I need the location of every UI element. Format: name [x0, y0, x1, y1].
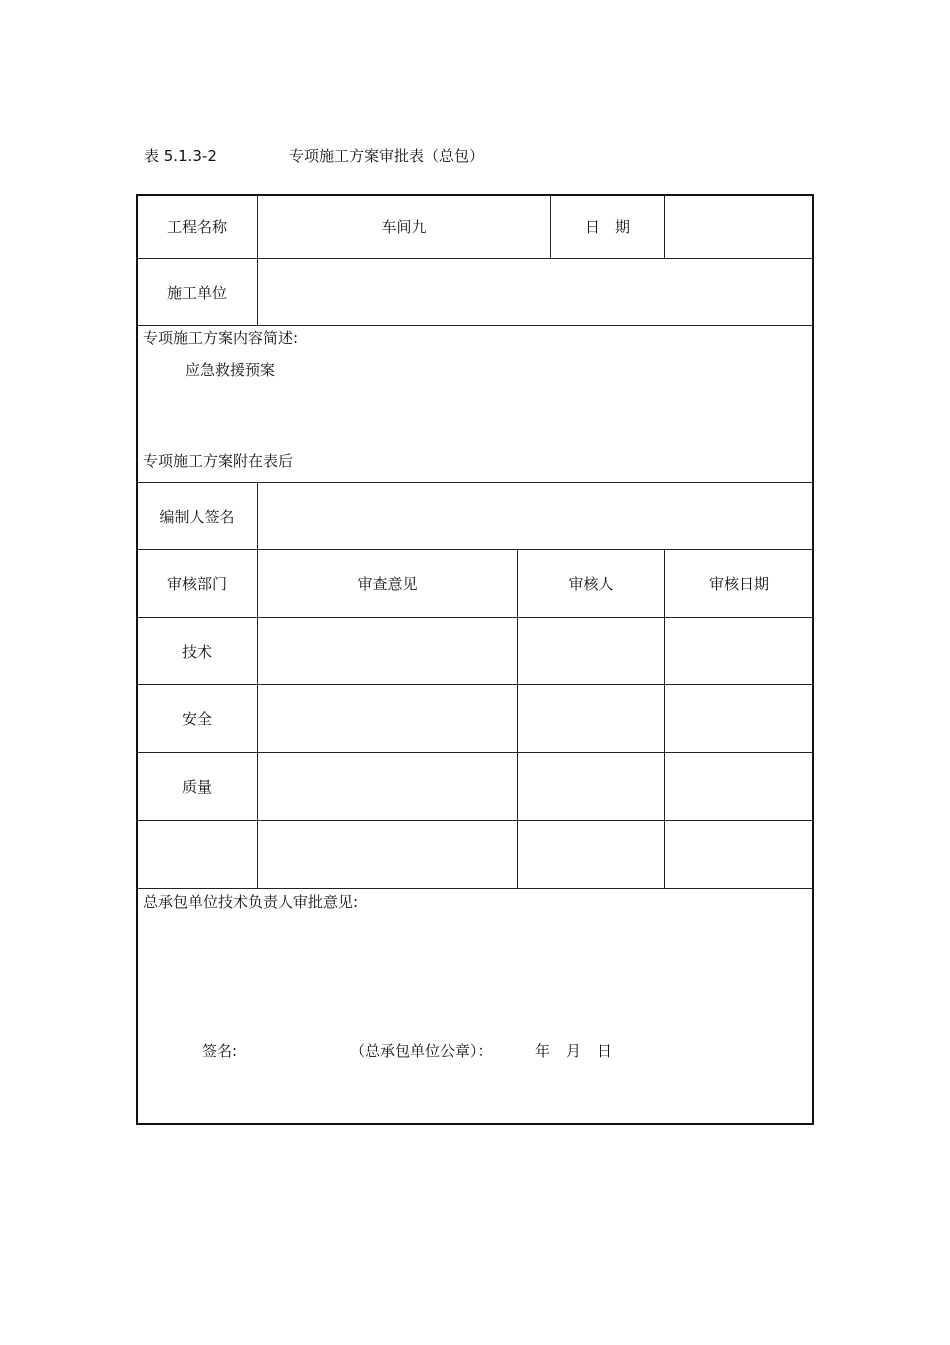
compiler-signature-label: 编制人签名	[159, 507, 235, 526]
review-header-date: 审核日期	[708, 575, 769, 593]
construction-unit-label: 施工单位	[166, 283, 227, 302]
review-row-department: 安全	[181, 710, 212, 728]
table-number: 表 5.1.3-2	[144, 147, 217, 165]
review-row-department: 质量	[181, 778, 212, 796]
approval-day-label: 日	[597, 1042, 613, 1060]
review-row-department[interactable]	[137, 821, 257, 888]
review-header-reviewer: 审核人	[568, 575, 614, 593]
approval-year-label: 年	[535, 1042, 551, 1060]
date-label: 日 期	[584, 218, 630, 236]
review-row-opinion[interactable]	[258, 821, 517, 888]
review-row-date[interactable]	[665, 821, 813, 888]
row-divider	[137, 325, 813, 326]
company-seal-label: （总承包单位公章）：	[350, 1042, 493, 1060]
review-row-reviewer[interactable]	[518, 618, 664, 684]
review-row-reviewer[interactable]	[518, 753, 664, 820]
review-row-date[interactable]	[665, 685, 813, 752]
signature-label: 签名:	[202, 1042, 238, 1060]
plan-description-value[interactable]: 应急救援预案	[185, 361, 276, 379]
form-title: 专项施工方案审批表（总包）	[289, 147, 485, 165]
review-header-department: 审核部门	[166, 575, 227, 593]
review-row-department: 技术	[181, 642, 212, 661]
review-row-reviewer[interactable]	[518, 685, 664, 752]
review-row-opinion[interactable]	[258, 618, 517, 684]
plan-attachment-note: 专项施工方案附在表后	[143, 452, 294, 470]
approval-month-label: 月	[566, 1042, 582, 1060]
date-value[interactable]	[665, 195, 813, 258]
plan-description-label: 专项施工方案内容简述:	[143, 329, 299, 347]
row-divider	[137, 888, 813, 889]
review-row-date[interactable]	[665, 618, 813, 684]
review-row-opinion[interactable]	[258, 753, 517, 820]
compiler-signature-value[interactable]	[258, 483, 813, 549]
review-header-opinion: 审查意见	[357, 575, 418, 593]
general-contractor-approval-label: 总承包单位技术负责人审批意见:	[143, 893, 359, 911]
review-row-date[interactable]	[665, 753, 813, 820]
review-row-opinion[interactable]	[258, 685, 517, 752]
construction-unit-value[interactable]	[258, 259, 813, 325]
review-row-reviewer[interactable]	[518, 821, 664, 888]
project-name-value[interactable]: 车间九	[381, 218, 427, 236]
project-name-label: 工程名称	[166, 218, 227, 236]
